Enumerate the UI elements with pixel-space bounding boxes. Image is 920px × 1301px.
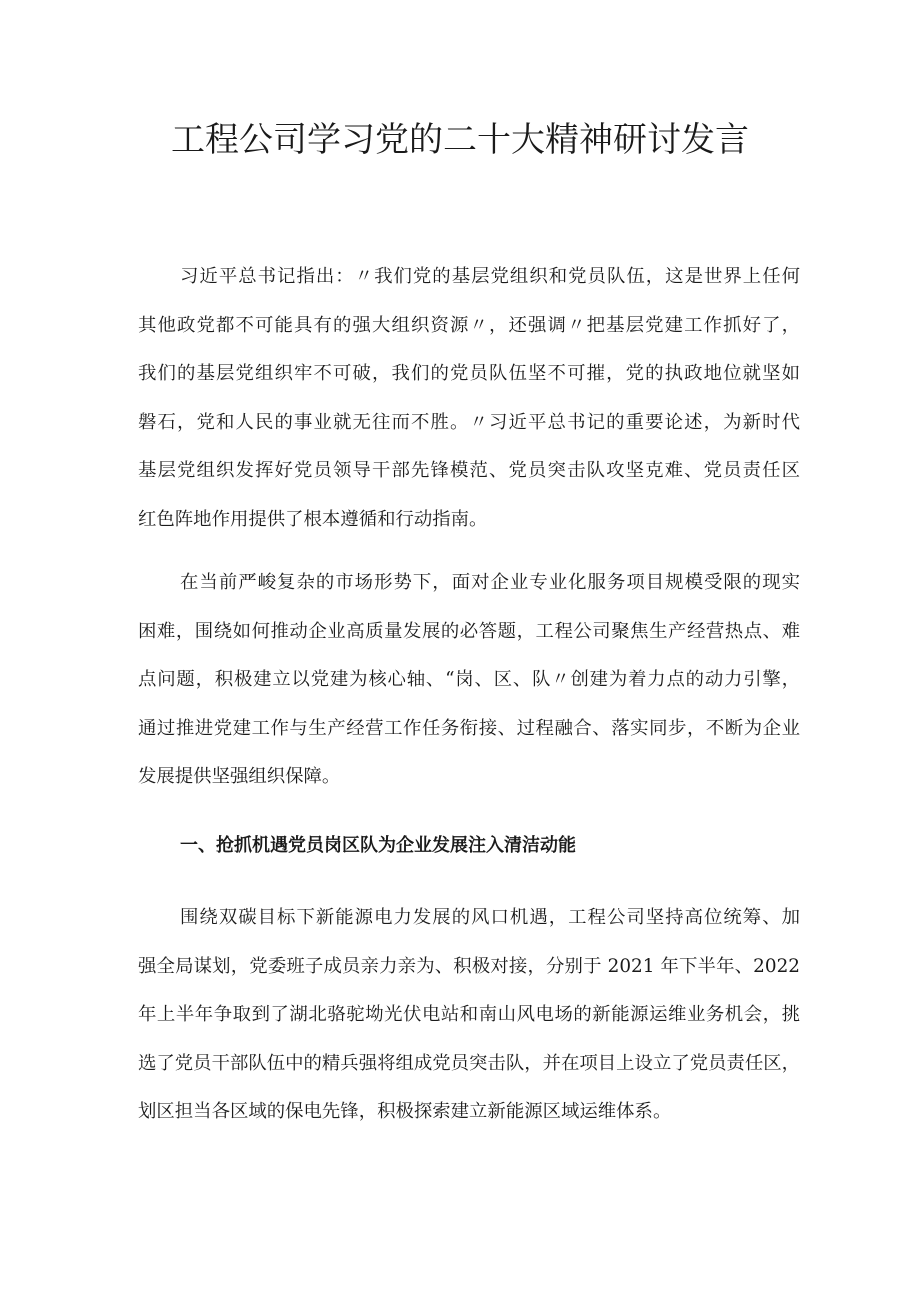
paragraph-3 [138, 894, 800, 1137]
paragraph-line: 强全局谋划，党委班子成员亲力亲为、积极对接，分别于 2021 年下半年、2022 [138, 955, 800, 977]
paragraph-1 [138, 253, 800, 544]
paragraph-line: 点问题，积极建立以党建为核心轴、“岗、区、队〃创建为着力点的动力引擎， [138, 669, 800, 690]
document-title: 工程公司学习党的二十大精神研讨发言 [171, 120, 749, 160]
paragraph-line: 划区担当各区域的保电先锋，积极探索建立新能源区域运维体系。 [138, 1101, 672, 1122]
paragraph-line: 发展提供坚强组织保障。 [138, 766, 341, 787]
paragraph-2 [138, 559, 800, 802]
paragraph-line: 年上半年争取到了湖北骆驼坳光伏电站和南山风电场的新能源运维业务机会，挑 [138, 1004, 800, 1025]
paragraph-line: 红色阵地作用提供了根本遵循和行动指南。 [138, 508, 488, 530]
paragraph-line: 习近平总书记指出：〃我们党的基层党组织和党员队伍，这是世界上任何 [180, 266, 800, 287]
paragraph-line: 通过推进党建工作与生产经营工作任务衔接、过程融合、落实同步，不断为企业 [138, 717, 800, 739]
paragraph-line: 困难，围绕如何推动企业高质量发展的必答题，工程公司聚焦生产经营热点、难 [138, 620, 800, 642]
paragraph-line: 基层党组织发挥好党员领导干部先锋模范、党员突击队攻坚克难、党员责任区 [138, 460, 800, 481]
paragraph-line: 选了党员干部队伍中的精兵强将组成党员突击队，并在项目上设立了党员责任区， [138, 1052, 801, 1074]
paragraph-line: 其他政党都不可能具有的强大组织资源〃，还强调〃把基层党建工作抓好了， [138, 314, 800, 336]
paragraph-line: 我们的基层党组织牢不可破，我们的党员队伍坚不可摧，党的执政地位就坚如 [138, 363, 800, 384]
paragraph-line: 在当前严峻复杂的市场形势下，面对企业专业化服务项目规模受限的现实 [180, 572, 800, 593]
section-heading: 一、抢抓机遇党员岗区队为企业发展注入清洁动能 [180, 835, 576, 856]
paragraph-line: 围绕双碳目标下新能源电力发展的风口机遇，工程公司坚持高位统筹、加 [180, 907, 800, 928]
paragraph-line: 磐石，党和人民的事业就无往而不胜。〃习近平总书记的重要论述，为新时代 [138, 411, 800, 433]
